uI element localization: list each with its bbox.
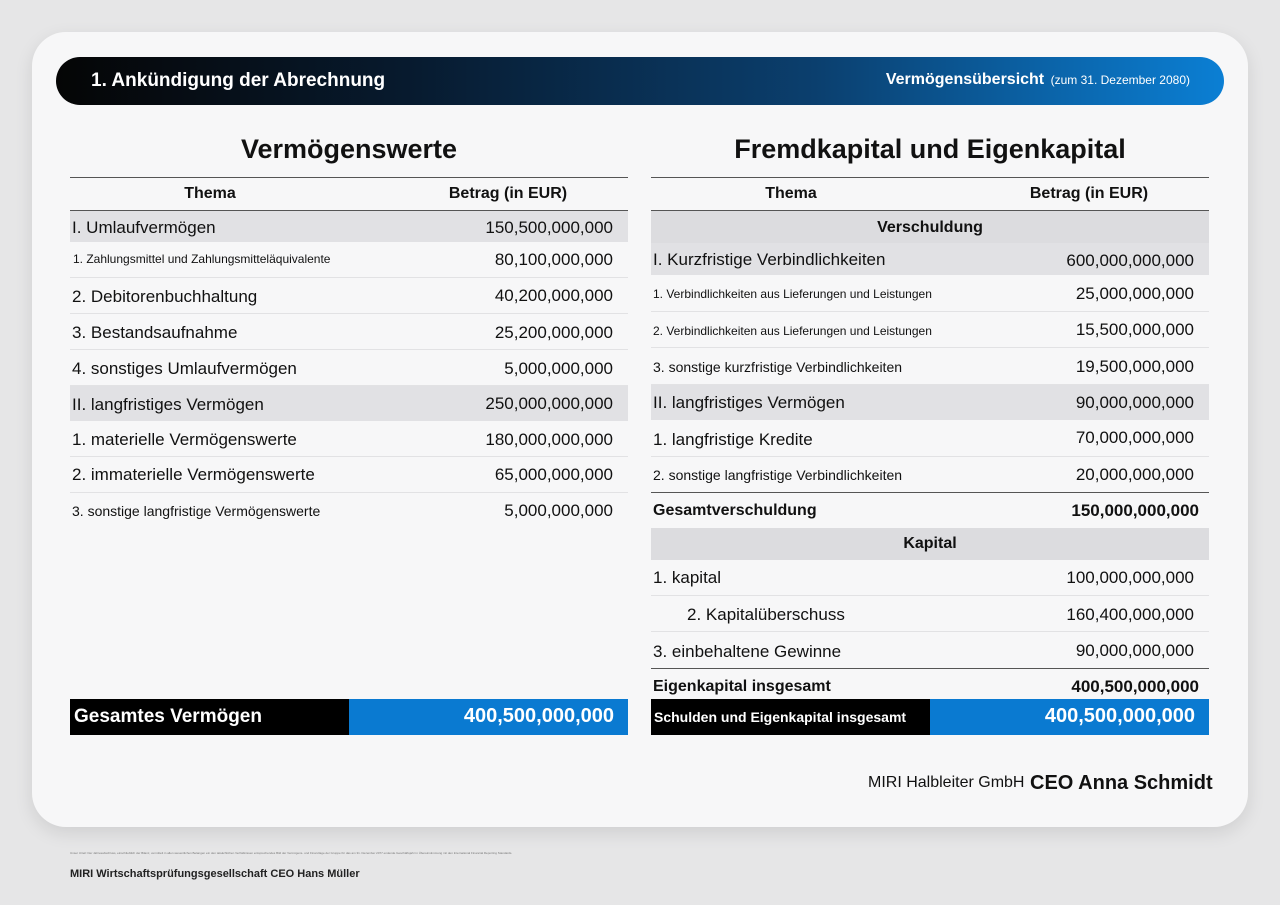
assets-total-value: 400,500,000,000 <box>463 705 614 727</box>
row-label: 1. Zahlungsmittel und Zahlungsmitteläquivalente <box>73 252 331 266</box>
row-value: 150,500,000,000 <box>485 218 613 237</box>
row-value: 90,000,000,000 <box>1075 393 1194 412</box>
assets-total-label-cell <box>70 699 349 735</box>
capital-section-header <box>651 528 1209 560</box>
row-label: I. Umlaufvermögen <box>72 218 216 237</box>
liabilities-total-value-cell <box>930 699 1209 735</box>
row-label: II. langfristiges Vermögen <box>653 393 845 412</box>
liabilities-table <box>651 177 1209 705</box>
row-label: 3. einbehaltene Gewinne <box>653 642 842 661</box>
table-row <box>70 242 628 278</box>
row-value: 100,000,000,000 <box>1066 568 1194 587</box>
row-label: 2. immaterielle Vermögenswerte <box>72 465 315 484</box>
liabilities-total-label: Schulden und Eigenkapital insgesamt <box>654 709 907 725</box>
row-label: 3. sonstige langfristige Vermögenswerte <box>72 503 321 519</box>
row-value: 65,000,000,000 <box>494 465 613 484</box>
assets-table <box>70 177 628 528</box>
row-value: 160,400,000,000 <box>1066 605 1194 624</box>
assets-total-bar <box>70 699 628 735</box>
row-value: 5,000,000,000 <box>504 359 613 378</box>
footer-auditor: MIRI Wirtschaftsprüfungsgesellschaft CEO Hans Müller <box>70 868 360 880</box>
row-label: 3. Bestandsaufnahme <box>72 323 238 342</box>
debt-total-row <box>651 492 1209 528</box>
debt-section-header <box>651 211 1209 243</box>
header-right <box>886 71 1190 89</box>
row-label: 2. sonstige langfristige Verbindlichkeiten <box>653 467 903 483</box>
table-row <box>651 596 1209 632</box>
assets-col-amount: Betrag (in EUR) <box>448 185 568 202</box>
assets-total-value-cell <box>349 699 628 735</box>
header-right-title: Vermögensübersicht <box>885 71 1045 88</box>
row-label: II. langfristiges Vermögen <box>72 395 264 414</box>
table-row <box>651 312 1209 348</box>
row-value: 90,000,000,000 <box>1075 641 1194 660</box>
signature-company: MIRI Halbleiter GmbH <box>868 774 1025 791</box>
table-row <box>70 278 628 314</box>
liabilities-total-label-cell <box>651 699 930 735</box>
row-value: 70,000,000,000 <box>1075 428 1194 447</box>
table-row <box>651 560 1209 596</box>
table-row <box>70 350 628 386</box>
capital-section-label: Kapital <box>903 535 957 552</box>
row-label: 3. sonstige kurzfristige Verbindlichkeiten <box>653 359 903 375</box>
header-banner <box>56 57 1224 105</box>
table-row <box>651 243 1209 275</box>
liabilities-title: Fremdkapital und Eigenkapital <box>734 134 1126 164</box>
row-value: 25,000,000,000 <box>1075 284 1194 303</box>
row-value: 40,200,000,000 <box>494 286 613 305</box>
table-row <box>70 421 628 457</box>
row-value: 25,200,000,000 <box>494 323 613 342</box>
row-value: 5,000,000,000 <box>504 501 613 520</box>
row-label: 2. Kapitalüberschuss <box>687 605 845 624</box>
signature-ceo: CEO Anna Schmidt <box>1030 772 1213 794</box>
header-right-subtitle: (zum 31. Dezember 2080) <box>1050 73 1190 87</box>
row-label: 1. Verbindlichkeiten aus Lieferungen und Leistungen <box>653 287 932 301</box>
table-row <box>70 211 628 242</box>
debt-section-label: Verschuldung <box>877 219 983 236</box>
table-row <box>651 275 1209 312</box>
assets-table-header <box>70 177 628 211</box>
liabilities-col-amount: Betrag (in EUR) <box>1029 185 1149 202</box>
row-value: 15,500,000,000 <box>1075 320 1194 339</box>
capital-total-value: 400,500,000,000 <box>1071 677 1199 696</box>
table-row <box>70 493 628 528</box>
liabilities-total-bar <box>651 699 1209 735</box>
row-value: 600,000,000,000 <box>1066 251 1194 270</box>
assets-title: Vermögenswerte <box>240 134 458 164</box>
debt-total-label: Gesamtverschuldung <box>653 502 817 519</box>
table-row <box>70 314 628 350</box>
table-row <box>651 457 1209 492</box>
row-label: 2. Verbindlichkeiten aus Lieferungen und Leistungen <box>653 324 932 338</box>
row-label: I. Kurzfristige Verbindlichkeiten <box>653 250 886 269</box>
row-value: 20,000,000,000 <box>1075 465 1194 484</box>
row-label: 1. kapital <box>653 568 722 587</box>
debt-total-value: 150,000,000,000 <box>1071 501 1199 520</box>
table-row <box>651 632 1209 668</box>
liabilities-col-topic: Thema <box>765 185 817 202</box>
row-label: 2. Debitorenbuchhaltung <box>72 287 258 306</box>
table-row <box>651 420 1209 457</box>
assets-total-label: Gesamtes Vermögen <box>74 706 262 727</box>
liabilities-total-value: 400,500,000,000 <box>1044 705 1195 727</box>
row-value: 180,000,000,000 <box>485 430 613 449</box>
table-row <box>651 385 1209 420</box>
table-row <box>651 348 1209 385</box>
table-row <box>70 457 628 493</box>
table-row <box>70 386 628 421</box>
fineprint-text: Unser Urteil: Der Jahresabschluss, einschließlich der Bilanz, vermittelt in allen wesentlichen Belangen ein den tatsächlichen Verhältnissen entsprechendes Bild der Vermögens- und Finanzlage der Gruppe für das am 31. Dezember 2077 endende Geschäftsjahr in Übereinstimmung mit den International Financial Reporting Standards. <box>70 851 513 855</box>
assets-col-topic: Thema <box>184 185 236 202</box>
liabilities-table-header <box>651 177 1209 211</box>
row-label: 1. langfristige Kredite <box>653 430 813 449</box>
row-label: 4. sonstiges Umlaufvermögen <box>72 359 297 378</box>
row-value: 250,000,000,000 <box>485 394 613 413</box>
header-title: 1. Ankündigung der Abrechnung <box>91 70 386 91</box>
row-value: 19,500,000,000 <box>1075 357 1194 376</box>
row-label: 1. materielle Vermögenswerte <box>72 430 297 449</box>
capital-total-label: Eigenkapital insgesamt <box>653 678 831 695</box>
row-value: 80,100,000,000 <box>494 250 613 269</box>
